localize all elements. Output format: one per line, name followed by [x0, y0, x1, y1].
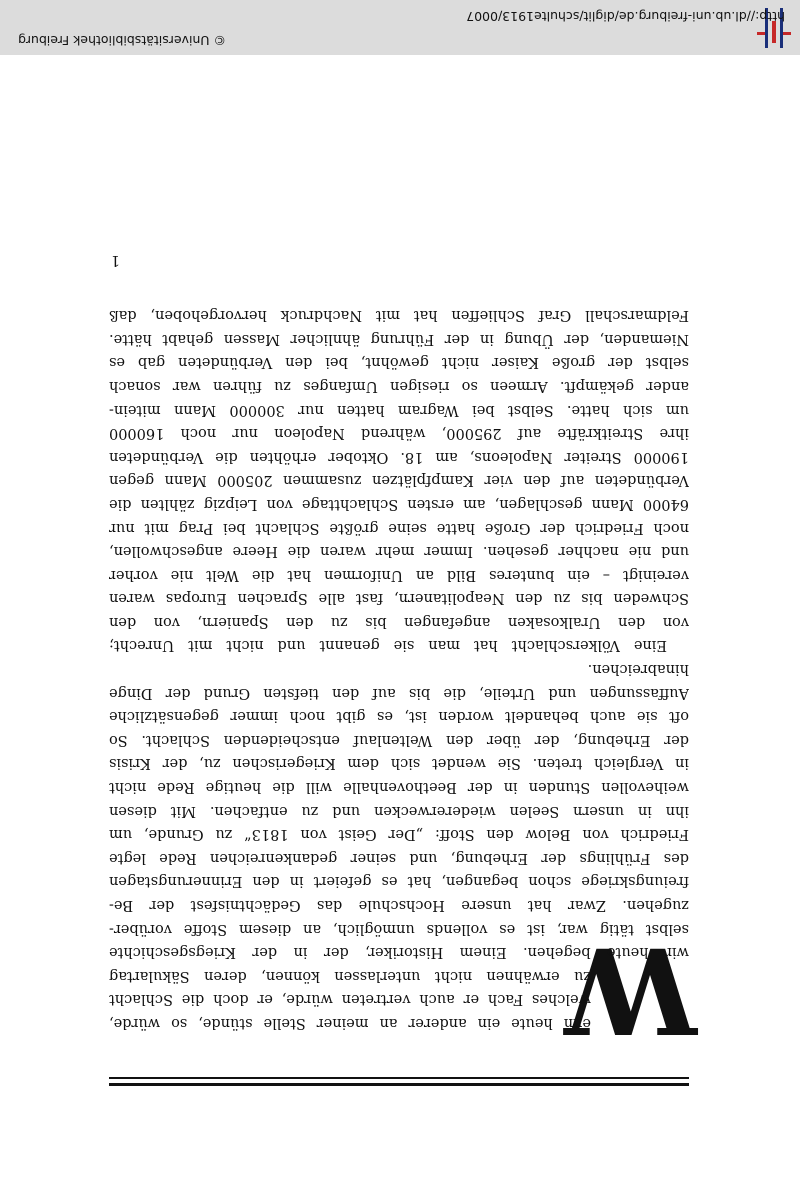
text-line: oft sie auch behandelt worden ist, es gibt noch immer gegensätzliche: [109, 708, 689, 725]
decorative-initial: W: [564, 921, 697, 1060]
text-line: Friedrich von Below den Stoff: „Der Geist von 1813“ zu Grunde, um: [109, 826, 689, 843]
text-line: weihevollen Stunden in der Beethovenhalle will die heutige Rede nicht: [109, 779, 689, 796]
text-line: Auffassungen und Urteile, die bis auf den tiefsten Grund der Dinge: [109, 684, 689, 701]
text-line: selbst der große Kaiser nicht gewöhnt, bei den Verbündeten gab es: [109, 354, 689, 371]
text-line: ihn in unsern Seelen wiedererwecken und zu entfachen. Mit diesen: [109, 802, 689, 819]
text-line: Feldmarschall Graf Schlieffen hat mit Nachdruck hervorgehoben, daß: [109, 307, 689, 324]
header-rule-thin: [109, 1077, 689, 1079]
text-line: von den Uralkosaken angefangen bis zu den Spaniern, von den: [109, 613, 689, 630]
text-line: freiungskriege schon begangen, hat es gefeiert in den Erinnerungstagen: [109, 873, 689, 890]
text-line: Eine Völkerschlacht hat man sie genannt und nicht mit Unrecht;: [109, 637, 667, 654]
text-line: der Erhebung, der über den Weltenlauf entscheidenden Schlacht. So: [109, 731, 689, 748]
text-line: vereinigt – ein bunteres Bild an Uniformen hat die Welt nie vorher: [109, 566, 689, 583]
text-line: noch Friedrich der Große hatte seine größte Schlacht bei Prag mit nur: [109, 519, 689, 536]
header-rule-thick: [109, 1083, 689, 1086]
text-line: Niemanden, der Übung in der Führung ähnlicher Massen gehabt hätte.: [109, 330, 689, 347]
text-line: und nie nachher gesehen. Immer mehr waren die Heere angeschwollen,: [109, 543, 689, 560]
text-line: zu erwähnen nicht unterlassen können, deren Säkulartag: [109, 967, 591, 984]
text-line: 190000 Streiter Napoleons, am 18. Oktober erhöhten die Verbündeten: [109, 448, 689, 465]
text-line: wir heute begehen. Einem Historiker, der in der Kriegsgeschichte: [109, 944, 689, 961]
text-line: in Vergleich treten. Sie wendet sich dem Kriegerischen zu, der Krisis: [109, 755, 689, 772]
text-line: Verbündeten auf den vier Kampfplätzen zusammen 205000 Mann gegen: [109, 472, 689, 489]
text-line: selbst tätig war, ist es vollends unmöglich, an diesem Stoffe vorüber-: [109, 920, 689, 937]
copyright-notice: © Universitätsbibliothek Freiburg: [18, 33, 226, 48]
text-line: enn heute ein anderer an meiner Stelle stünde, so würde,: [109, 1015, 591, 1031]
text-line: um sich hatte. Selbst bei Wagram hatten nur 300000 Mann mitein-: [109, 401, 689, 418]
text-line: ander gekämpft. Armeen so riesigen Umfanges zu führen war sonach: [109, 377, 689, 394]
body-text: [109, 303, 689, 1034]
text-line: Schweden bis zu den Neapolitanern, fast alle Sprachen Europas waren: [109, 590, 689, 607]
text-line: hinabreichen.: [587, 661, 689, 678]
text-line: welches Fach er auch vertreten würde, er doch die Schlacht: [109, 991, 591, 1008]
document-url-link[interactable]: http://dl.ub.uni-freiburg.de/diglit/schulte1913/0007: [466, 9, 785, 24]
text-line: ihre Streitkräfte auf 295000, während Napoleon nur noch 160000: [109, 425, 689, 442]
text-line: des Frühlings der Erhebung, und seiner gedankenreichen Rede legte: [109, 849, 689, 866]
footer-bar: [0, 0, 800, 55]
text-line: zugehen. Zwar hat unsere Hochschule das Gedächtnisfest der Be-: [109, 897, 689, 914]
page-number: 1: [110, 252, 120, 268]
text-line: 64000 Mann geschlagen, am ersten Schlachttage von Leipzig zählten die: [109, 495, 689, 512]
